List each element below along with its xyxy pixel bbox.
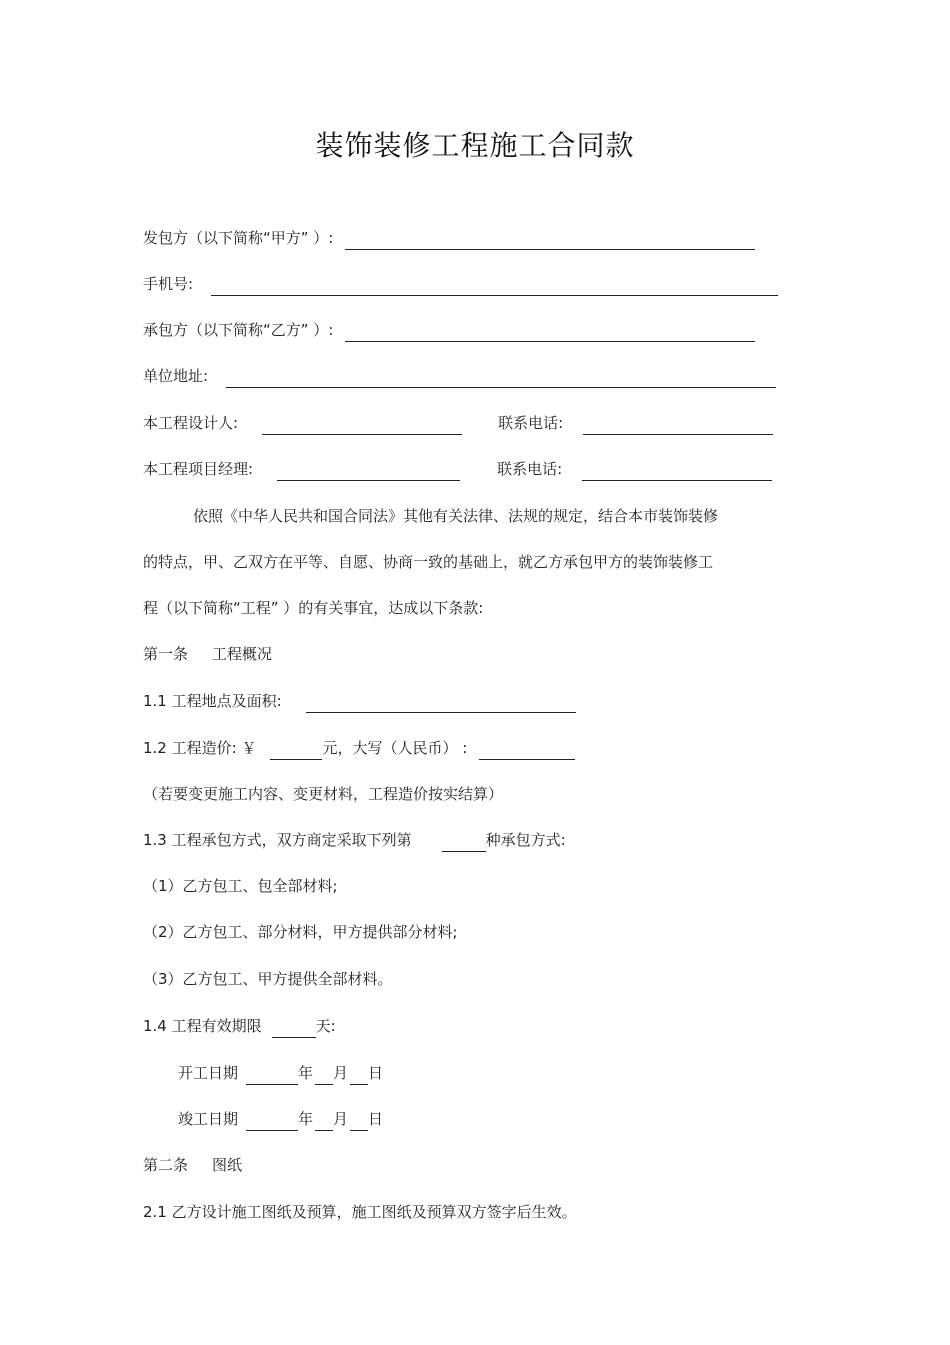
clause-1-3	[143, 828, 566, 852]
end-year-field[interactable]	[246, 1112, 298, 1131]
location-area-field[interactable]	[306, 694, 576, 713]
end-date-row	[178, 1107, 383, 1131]
designer-field[interactable]	[262, 416, 462, 435]
party-b-field[interactable]	[345, 323, 755, 342]
option-3: （3）乙方包工、甲方提供全部材料。	[143, 970, 393, 988]
document-title: 装饰装修工程施工合同款	[315, 129, 635, 162]
clause-1-2-note: （若要变更施工内容、变更材料，工程造价按实结算）	[143, 785, 504, 803]
contract-method-field[interactable]	[442, 833, 486, 852]
intro-line-3: 程（以下简称“工程” ）的有关事宜，达成以下条款:	[143, 599, 484, 617]
start-date-label: 开工日期	[178, 1064, 239, 1082]
clause-1-3-suffix: 种承包方式:	[485, 831, 566, 849]
article-2-title: 图纸	[212, 1156, 243, 1174]
clause-1-2-label: 1.2 工程造价: ￥	[143, 739, 257, 757]
clause-1-4-label: 1.4 工程有效期限	[143, 1017, 262, 1035]
address-field[interactable]	[226, 369, 776, 388]
party-b-label: 承包方（以下简称“乙方” ）:	[143, 321, 334, 339]
manager-row	[143, 457, 772, 481]
end-date-label: 竣工日期	[178, 1110, 239, 1128]
end-year-label: 年	[298, 1110, 314, 1128]
clause-1-3-label: 1.3 工程承包方式，双方商定采取下列第	[143, 831, 412, 849]
address-label: 单位地址:	[143, 367, 209, 385]
start-year-label: 年	[298, 1064, 314, 1082]
article-1-number: 第一条	[143, 645, 189, 663]
clause-1-4	[143, 1014, 336, 1038]
article-1-heading	[143, 642, 272, 666]
party-b-row	[143, 318, 755, 342]
designer-row	[143, 411, 773, 435]
start-month-field[interactable]	[315, 1066, 333, 1085]
manager-field[interactable]	[277, 462, 460, 481]
intro-line-2: 的特点，甲、乙双方在平等、自愿、协商一致的基础上，就乙方承包甲方的装饰装修工	[143, 553, 714, 571]
intro-line-1: 依照《中华人民共和国合同法》其他有关法律、法规的规定，结合本市装饰装修	[193, 507, 719, 525]
contact1-label: 联系电话:	[498, 414, 564, 432]
end-day-field[interactable]	[350, 1112, 368, 1131]
clause-1-1	[143, 689, 576, 713]
end-day-label: 日	[368, 1110, 384, 1128]
start-day-field[interactable]	[350, 1066, 368, 1085]
contact1-field[interactable]	[583, 416, 773, 435]
clause-1-2	[143, 736, 575, 760]
party-a-field[interactable]	[345, 231, 755, 250]
contact2-label: 联系电话:	[497, 460, 563, 478]
phone-row	[143, 272, 778, 296]
price-uppercase-field[interactable]	[479, 741, 575, 760]
phone-field[interactable]	[211, 277, 778, 296]
article-2-number: 第二条	[143, 1156, 189, 1174]
article-1-title: 工程概况	[212, 645, 273, 663]
duration-days-field[interactable]	[272, 1019, 316, 1038]
option-2: （2）乙方包工、部分材料，甲方提供部分材料;	[143, 923, 458, 941]
clause-1-4-suffix: 天:	[315, 1017, 336, 1035]
party-a-label: 发包方（以下简称“甲方” ）:	[143, 229, 334, 247]
start-month-label: 月	[333, 1064, 349, 1082]
start-day-label: 日	[368, 1064, 384, 1082]
end-month-label: 月	[333, 1110, 349, 1128]
start-year-field[interactable]	[246, 1066, 298, 1085]
price-field[interactable]	[270, 741, 322, 760]
clause-1-2-uppercase-label: 元，大写（人民币） :	[322, 739, 468, 757]
option-1: （1）乙方包工、包全部材料;	[143, 877, 338, 895]
start-date-row	[178, 1061, 383, 1085]
contact2-field[interactable]	[582, 462, 772, 481]
manager-label: 本工程项目经理:	[143, 460, 254, 478]
end-month-field[interactable]	[315, 1112, 333, 1131]
clause-1-1-label: 1.1 工程地点及面积:	[143, 692, 282, 710]
party-a-row	[143, 226, 755, 250]
designer-label: 本工程设计人:	[143, 414, 239, 432]
clause-2-1: 2.1 乙方设计施工图纸及预算，施工图纸及预算双方签字后生效。	[143, 1203, 577, 1221]
phone-label: 手机号:	[143, 275, 194, 293]
article-2-heading	[143, 1153, 242, 1177]
address-row	[143, 364, 776, 388]
